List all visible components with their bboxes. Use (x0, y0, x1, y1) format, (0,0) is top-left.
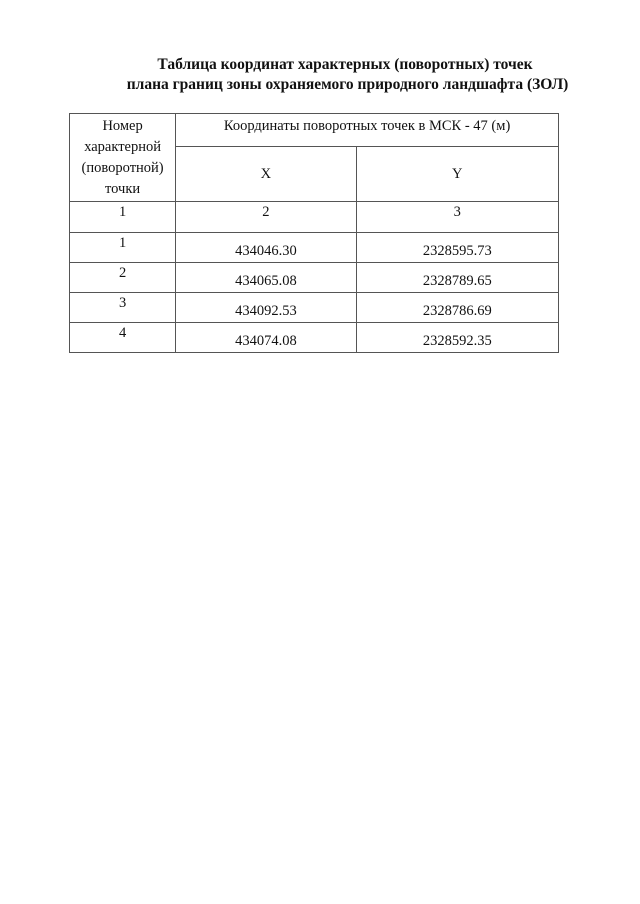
table-row (70, 233, 559, 263)
title-line-2: плана границ зоны охраняемого природного ландшафта (ЗОЛ) (126, 76, 569, 93)
x-coordinate-cell: 434092.53 (176, 293, 356, 323)
coordinates-table (69, 113, 559, 353)
column-index-row (70, 202, 559, 233)
x-coordinate-cell: 434046.30 (176, 233, 356, 263)
point-number-cell: 2 (70, 263, 176, 293)
header-coordinates: Координаты поворотных точек в МСК - 47 (м) (176, 114, 559, 147)
table-row (70, 323, 559, 353)
y-coordinate-cell: 2328789.65 (356, 263, 558, 293)
table-row (70, 263, 559, 293)
header-y: Y (356, 147, 558, 202)
column-index: 3 (356, 202, 558, 233)
point-number-cell: 3 (70, 293, 176, 323)
column-index: 1 (70, 202, 176, 233)
y-coordinate-cell: 2328786.69 (356, 293, 558, 323)
header-point-number: Номер характерной (поворотной) точки (70, 114, 176, 202)
point-number-cell: 1 (70, 233, 176, 263)
column-index: 2 (176, 202, 356, 233)
x-coordinate-cell: 434074.08 (176, 323, 356, 353)
table-header-row (70, 114, 559, 147)
y-coordinate-cell: 2328592.35 (356, 323, 558, 353)
table-row (70, 293, 559, 323)
header-x: X (176, 147, 356, 202)
point-number-cell: 4 (70, 323, 176, 353)
title-line-1: Таблица координат характерных (поворотных) точек (157, 56, 533, 73)
x-coordinate-cell: 434065.08 (176, 263, 356, 293)
y-coordinate-cell: 2328595.73 (356, 233, 558, 263)
document-title (0, 55, 640, 95)
